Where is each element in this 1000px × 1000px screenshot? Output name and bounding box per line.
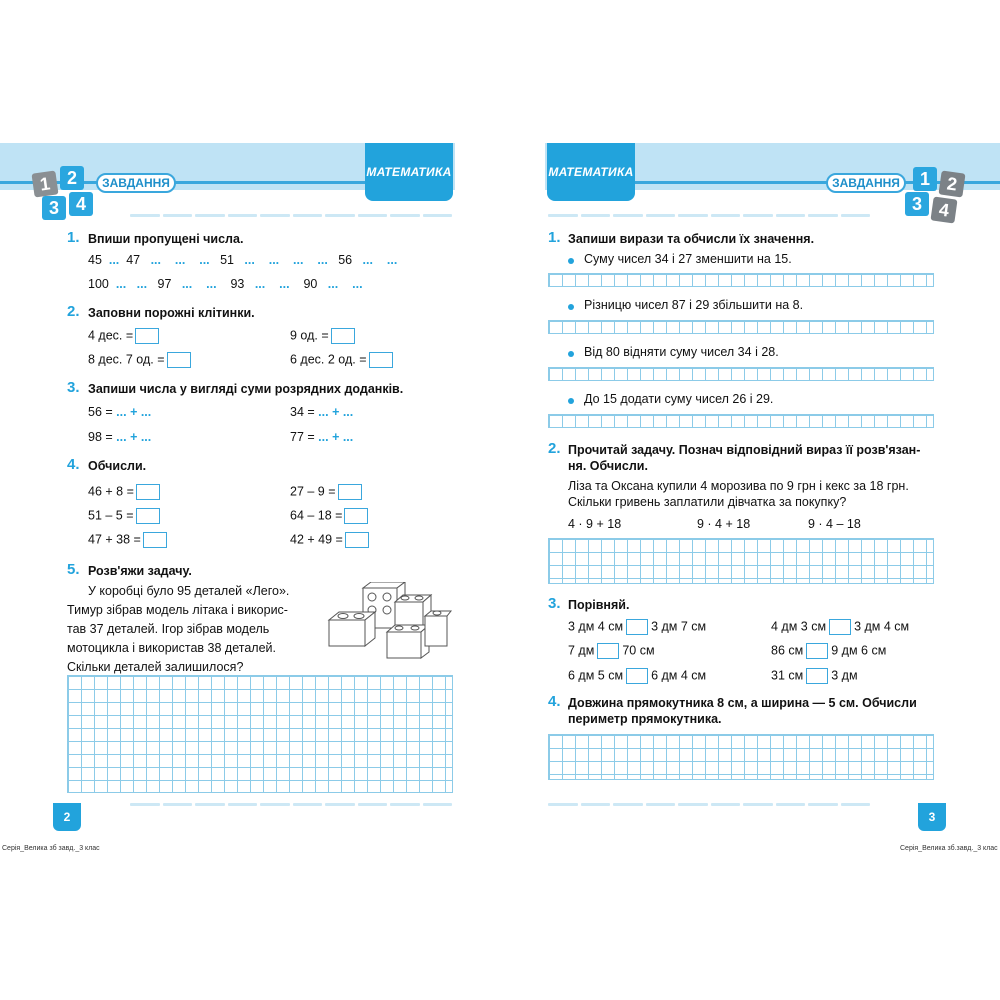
compare-line: 7 дм 70 см: [568, 643, 655, 658]
problem-line: У коробці було 95 деталей «Лего».: [88, 584, 290, 598]
answer-box[interactable]: [143, 532, 167, 548]
cube-1-left: 1: [31, 170, 58, 197]
bullet: [568, 304, 574, 310]
subject-tab-left: МАТЕМАТИКА: [365, 143, 453, 201]
task-number: 3.: [67, 379, 80, 396]
answer-grid[interactable]: [548, 538, 934, 584]
decor-strip-right-top: [548, 214, 870, 218]
task-title: Довжина прямокутника 8 см, а ширина — 5 см. Обчисли: [568, 696, 917, 710]
task-title: Порівняй.: [568, 598, 630, 612]
cube-1-right: 1: [913, 167, 937, 191]
problem-line: Тимур зібрав модель літака і викорис-: [67, 603, 288, 617]
answer-grid-left[interactable]: [67, 675, 453, 793]
cube-4-right: 4: [930, 196, 957, 223]
option-expr[interactable]: 4 · 9 + 18: [568, 517, 622, 531]
footer-note-left: Серія_Велика зб завд._3 клас: [2, 845, 100, 852]
cube-2-left: 2: [60, 166, 84, 190]
answer-box[interactable]: [369, 352, 393, 368]
problem-line: тав 37 деталей. Ігор зібрав модель: [67, 622, 270, 636]
answer-box[interactable]: [344, 508, 368, 524]
expr-line: 64 – 18 =: [290, 508, 368, 524]
task-title: периметр прямокутника.: [568, 712, 722, 726]
expr-line: 8 дес. 7 од. =: [88, 352, 191, 368]
answer-grid[interactable]: [548, 273, 934, 287]
compare-line: 31 см 3 дм: [771, 668, 858, 683]
answer-box[interactable]: [136, 484, 160, 500]
task-number: 5.: [67, 561, 80, 578]
task-number: 4.: [548, 693, 561, 710]
tasks-pill-left: ЗАВДАННЯ: [96, 173, 176, 193]
answer-grid[interactable]: [548, 414, 934, 428]
answer-grid[interactable]: [548, 320, 934, 334]
task-item: Суму чисел 34 і 27 зменшити на 15.: [584, 252, 792, 266]
expr-line: 34 = ... + ...: [290, 405, 354, 419]
task-title: Впиши пропущені числа.: [88, 232, 244, 246]
compare-box[interactable]: [626, 619, 648, 635]
answer-box[interactable]: [136, 508, 160, 524]
task-title: Розв'яжи задачу.: [88, 564, 192, 578]
answer-grid[interactable]: [548, 367, 934, 381]
compare-box[interactable]: [806, 643, 828, 659]
answer-box[interactable]: [135, 328, 159, 344]
compare-box[interactable]: [829, 619, 851, 635]
task-title: Прочитай задачу. Познач відповідний вираз її розв'язан-: [568, 443, 921, 457]
bullet: [568, 351, 574, 357]
decor-strip-left-bottom: [130, 803, 452, 807]
task-title: ня. Обчисли.: [568, 459, 648, 473]
expr-line: 56 = ... + ...: [88, 405, 152, 419]
task-number: 1.: [67, 229, 80, 246]
problem-line: Скільки деталей залишилося?: [67, 660, 244, 674]
task-item: До 15 додати суму чисел 26 і 29.: [584, 392, 774, 406]
decor-strip-left-top: [130, 214, 452, 218]
cube-2-right: 2: [938, 170, 965, 197]
number-row-2: 100 ... ... 97 ... ... 93 ... ... 90 ... ...: [88, 277, 363, 291]
cube-3-left: 3: [42, 196, 66, 220]
expr-line: 4 дес. =: [88, 328, 159, 344]
compare-line: 6 дм 5 см 6 дм 4 см: [568, 668, 707, 683]
task-title: Заповни порожні клітинки.: [88, 306, 255, 320]
bullet: [568, 258, 574, 264]
decor-strip-right-bottom: [548, 803, 870, 807]
answer-box[interactable]: [331, 328, 355, 344]
problem-line: Ліза та Оксана купили 4 морозива по 9 грн і кекс за 18 грн.: [568, 479, 909, 493]
number-row-1: 45 ... 47 ... ... ... 51 ... ... ... ... 56 ... ...: [88, 253, 398, 267]
expr-line: 98 = ... + ...: [88, 430, 152, 444]
option-expr[interactable]: 9 · 4 – 18: [808, 517, 861, 531]
compare-box[interactable]: [597, 643, 619, 659]
expr-line: 9 од. =: [290, 328, 355, 344]
answer-box[interactable]: [345, 532, 369, 548]
compare-line: 3 дм 4 см 3 дм 7 см: [568, 619, 707, 634]
bullet: [568, 398, 574, 404]
expr-line: 51 – 5 =: [88, 508, 160, 524]
cube-4-left: 4: [69, 192, 93, 216]
task-number: 4.: [67, 456, 80, 473]
answer-box[interactable]: [167, 352, 191, 368]
cube-3-right: 3: [905, 192, 929, 216]
page-number-left: 2: [53, 803, 81, 831]
tasks-pill-right: ЗАВДАННЯ: [826, 173, 906, 193]
expr-line: 46 + 8 =: [88, 484, 160, 500]
page-number-right: 3: [918, 803, 946, 831]
footer-note-right: Серія_Велика зб.завд._3 клас: [900, 845, 998, 852]
expr-line: 42 + 49 =: [290, 532, 369, 548]
expr-line: 77 = ... + ...: [290, 430, 354, 444]
subject-tab-right: МАТЕМАТИКА: [547, 143, 635, 201]
task-title: Запиши вирази та обчисли їх значення.: [568, 232, 815, 246]
task-item: Від 80 відняти суму чисел 34 і 28.: [584, 345, 779, 359]
expr-line: 6 дес. 2 од. =: [290, 352, 393, 368]
task-number: 3.: [548, 595, 561, 612]
task-title: Обчисли.: [88, 459, 147, 473]
problem-line: Скільки гривень заплатили дівчатка за покупку?: [568, 495, 847, 509]
task-number: 2.: [67, 303, 80, 320]
compare-box[interactable]: [626, 668, 648, 684]
answer-grid[interactable]: [548, 734, 934, 780]
task-title: Запиши числа у вигляді суми розрядних доданків.: [88, 382, 404, 396]
option-expr[interactable]: 9 · 4 + 18: [697, 517, 751, 531]
expr-line: 27 – 9 =: [290, 484, 362, 500]
compare-line: 86 см 9 дм 6 см: [771, 643, 887, 658]
problem-line: мотоцикла і використав 38 деталей.: [67, 641, 276, 655]
expr-line: 47 + 38 =: [88, 532, 167, 548]
task-item: Різницю чисел 87 і 29 збільшити на 8.: [584, 298, 804, 312]
answer-box[interactable]: [338, 484, 362, 500]
compare-line: 4 дм 3 см 3 дм 4 см: [771, 619, 910, 634]
task-number: 2.: [548, 440, 561, 457]
task-number: 1.: [548, 229, 561, 246]
lego-bricks-illustration: [325, 582, 453, 662]
compare-box[interactable]: [806, 668, 828, 684]
